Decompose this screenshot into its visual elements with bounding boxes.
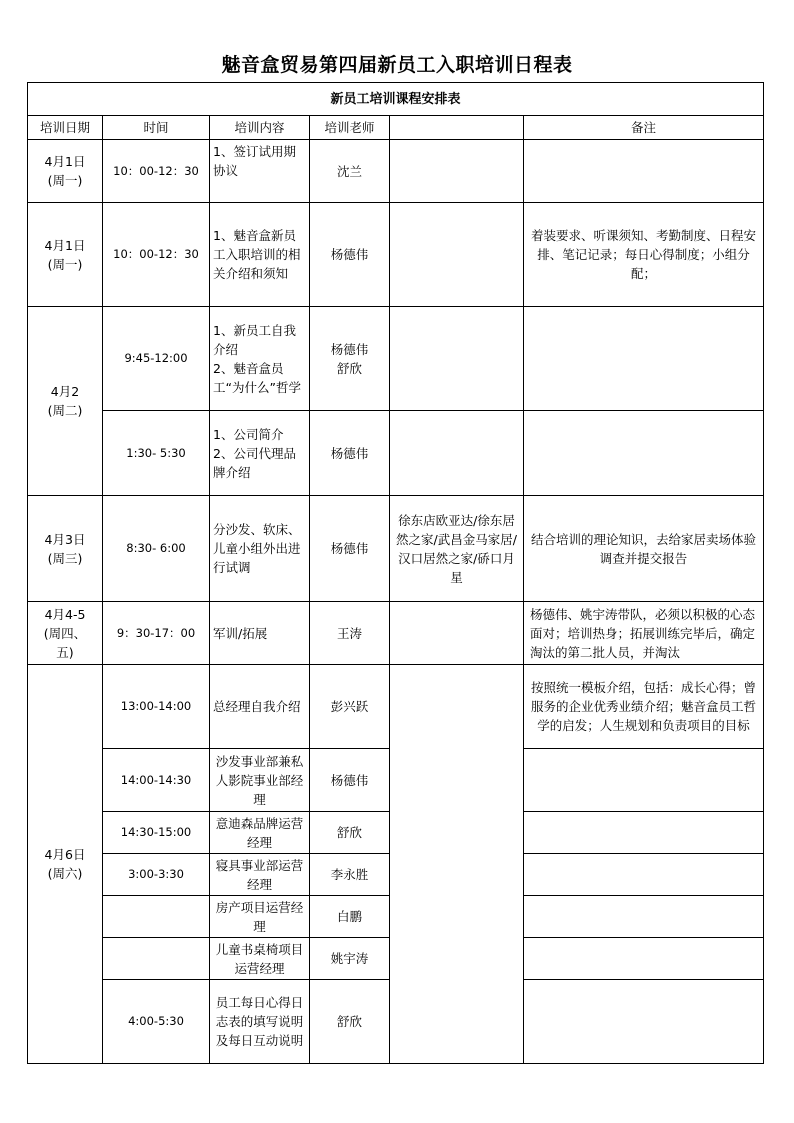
cell-date: 4月6日 (周六) bbox=[28, 665, 103, 1064]
table-row bbox=[28, 140, 764, 203]
cell-teacher: 李永胜 bbox=[310, 854, 390, 896]
cell-date: 4月2 (周二) bbox=[28, 307, 103, 496]
cell-note: 着装要求、听课须知、考勤制度、日程安排、笔记记录；每日心得制度；小组分配； bbox=[524, 203, 764, 307]
cell-teacher: 舒欣 bbox=[310, 980, 390, 1064]
cell-teacher: 杨德伟 bbox=[310, 411, 390, 496]
cell-date: 4月4-5 (周四、 五) bbox=[28, 602, 103, 665]
cell-place bbox=[390, 602, 524, 665]
cell-date: 4月1日 (周一) bbox=[28, 203, 103, 307]
cell-note: 杨德伟、姚宇涛带队，必须以积极的心态面对；培训热身；拓展训练完毕后，确定淘汰的第二批人员，并淘汰 bbox=[524, 602, 764, 665]
table-row bbox=[28, 496, 764, 602]
cell-teacher: 舒欣 bbox=[310, 812, 390, 854]
cell-time: 1:30- 5:30 bbox=[103, 411, 210, 496]
cell-teacher: 杨德伟 舒欣 bbox=[310, 307, 390, 411]
header-content: 培训内容 bbox=[210, 116, 310, 140]
cell-place bbox=[390, 411, 524, 496]
table-row bbox=[28, 602, 764, 665]
header-date: 培训日期 bbox=[28, 116, 103, 140]
cell-note bbox=[524, 411, 764, 496]
table-subtitle: 新员工培训课程安排表 bbox=[28, 83, 764, 116]
cell-teacher: 白鹏 bbox=[310, 896, 390, 938]
cell-content: 1、签订试用期协议 bbox=[210, 140, 310, 203]
table-row bbox=[28, 203, 764, 307]
table-row bbox=[28, 665, 764, 749]
cell-teacher: 杨德伟 bbox=[310, 203, 390, 307]
cell-teacher: 杨德伟 bbox=[310, 496, 390, 602]
cell-note bbox=[524, 938, 764, 980]
cell-content: 1、公司简介 2、公司代理品牌介绍 bbox=[210, 411, 310, 496]
cell-date: 4月3日 (周三) bbox=[28, 496, 103, 602]
cell-content: 儿童书桌椅项目运营经理 bbox=[210, 938, 310, 980]
cell-content: 1、新员工自我介绍 2、魅音盒员工“为什么”哲学 bbox=[210, 307, 310, 411]
cell-time: 8:30- 6:00 bbox=[103, 496, 210, 602]
cell-note bbox=[524, 140, 764, 203]
cell-time: 14:00-14:30 bbox=[103, 749, 210, 812]
cell-time: 14:30-15:00 bbox=[103, 812, 210, 854]
header-time: 时间 bbox=[103, 116, 210, 140]
table-subtitle-row bbox=[28, 83, 764, 116]
cell-date: 4月1日 (周一) bbox=[28, 140, 103, 203]
cell-note: 按照统一模板介绍，包括：成长心得；曾服务的企业优秀业绩介绍；魅音盒员工哲学的启发；人生规划和负责项目的目标 bbox=[524, 665, 764, 749]
cell-teacher: 杨德伟 bbox=[310, 749, 390, 812]
header-row bbox=[28, 116, 764, 140]
table-row bbox=[28, 411, 764, 496]
header-blank bbox=[390, 116, 524, 140]
cell-time: 10：00-12：30 bbox=[103, 203, 210, 307]
cell-time: 9：30-17：00 bbox=[103, 602, 210, 665]
cell-place bbox=[390, 203, 524, 307]
cell-content: 总经理自我介绍 bbox=[210, 665, 310, 749]
table-row bbox=[28, 307, 764, 411]
cell-content: 军训/拓展 bbox=[210, 602, 310, 665]
cell-content: 寝具事业部运营经理 bbox=[210, 854, 310, 896]
cell-time: 10：00-12：30 bbox=[103, 140, 210, 203]
cell-content: 房产项目运营经理 bbox=[210, 896, 310, 938]
cell-note bbox=[524, 749, 764, 812]
cell-note bbox=[524, 896, 764, 938]
cell-note bbox=[524, 307, 764, 411]
cell-note bbox=[524, 854, 764, 896]
cell-time bbox=[103, 896, 210, 938]
cell-place bbox=[390, 665, 524, 1064]
cell-place bbox=[390, 140, 524, 203]
cell-note bbox=[524, 980, 764, 1064]
cell-time: 4:00-5:30 bbox=[103, 980, 210, 1064]
cell-content: 员工每日心得日志表的填写说明及每日互动说明 bbox=[210, 980, 310, 1064]
cell-note: 结合培训的理论知识，去给家居卖场体验调查并提交报告 bbox=[524, 496, 764, 602]
cell-content: 意迪森品牌运营经理 bbox=[210, 812, 310, 854]
cell-place bbox=[390, 307, 524, 411]
header-teacher: 培训老师 bbox=[310, 116, 390, 140]
cell-teacher: 王涛 bbox=[310, 602, 390, 665]
cell-content: 1、魅音盒新员工入职培训的相关介绍和须知 bbox=[210, 203, 310, 307]
cell-time: 13:00-14:00 bbox=[103, 665, 210, 749]
cell-time: 3:00-3:30 bbox=[103, 854, 210, 896]
cell-teacher: 沈兰 bbox=[310, 140, 390, 203]
document-title: 魅音盒贸易第四届新员工入职培训日程表 bbox=[221, 54, 573, 76]
cell-content: 分沙发、软床、儿童小组外出进行试调 bbox=[210, 496, 310, 602]
cell-teacher: 彭兴跃 bbox=[310, 665, 390, 749]
cell-time: 9:45-12:00 bbox=[103, 307, 210, 411]
cell-time bbox=[103, 938, 210, 980]
cell-note bbox=[524, 812, 764, 854]
cell-teacher: 姚宇涛 bbox=[310, 938, 390, 980]
header-note: 备注 bbox=[524, 116, 764, 140]
cell-content: 沙发事业部兼私人影院事业部经理 bbox=[210, 749, 310, 812]
schedule-table bbox=[27, 82, 764, 1064]
cell-place: 徐东店欧亚达/徐东居然之家/武昌金马家居/汉口居然之家/硚口月星 bbox=[390, 496, 524, 602]
